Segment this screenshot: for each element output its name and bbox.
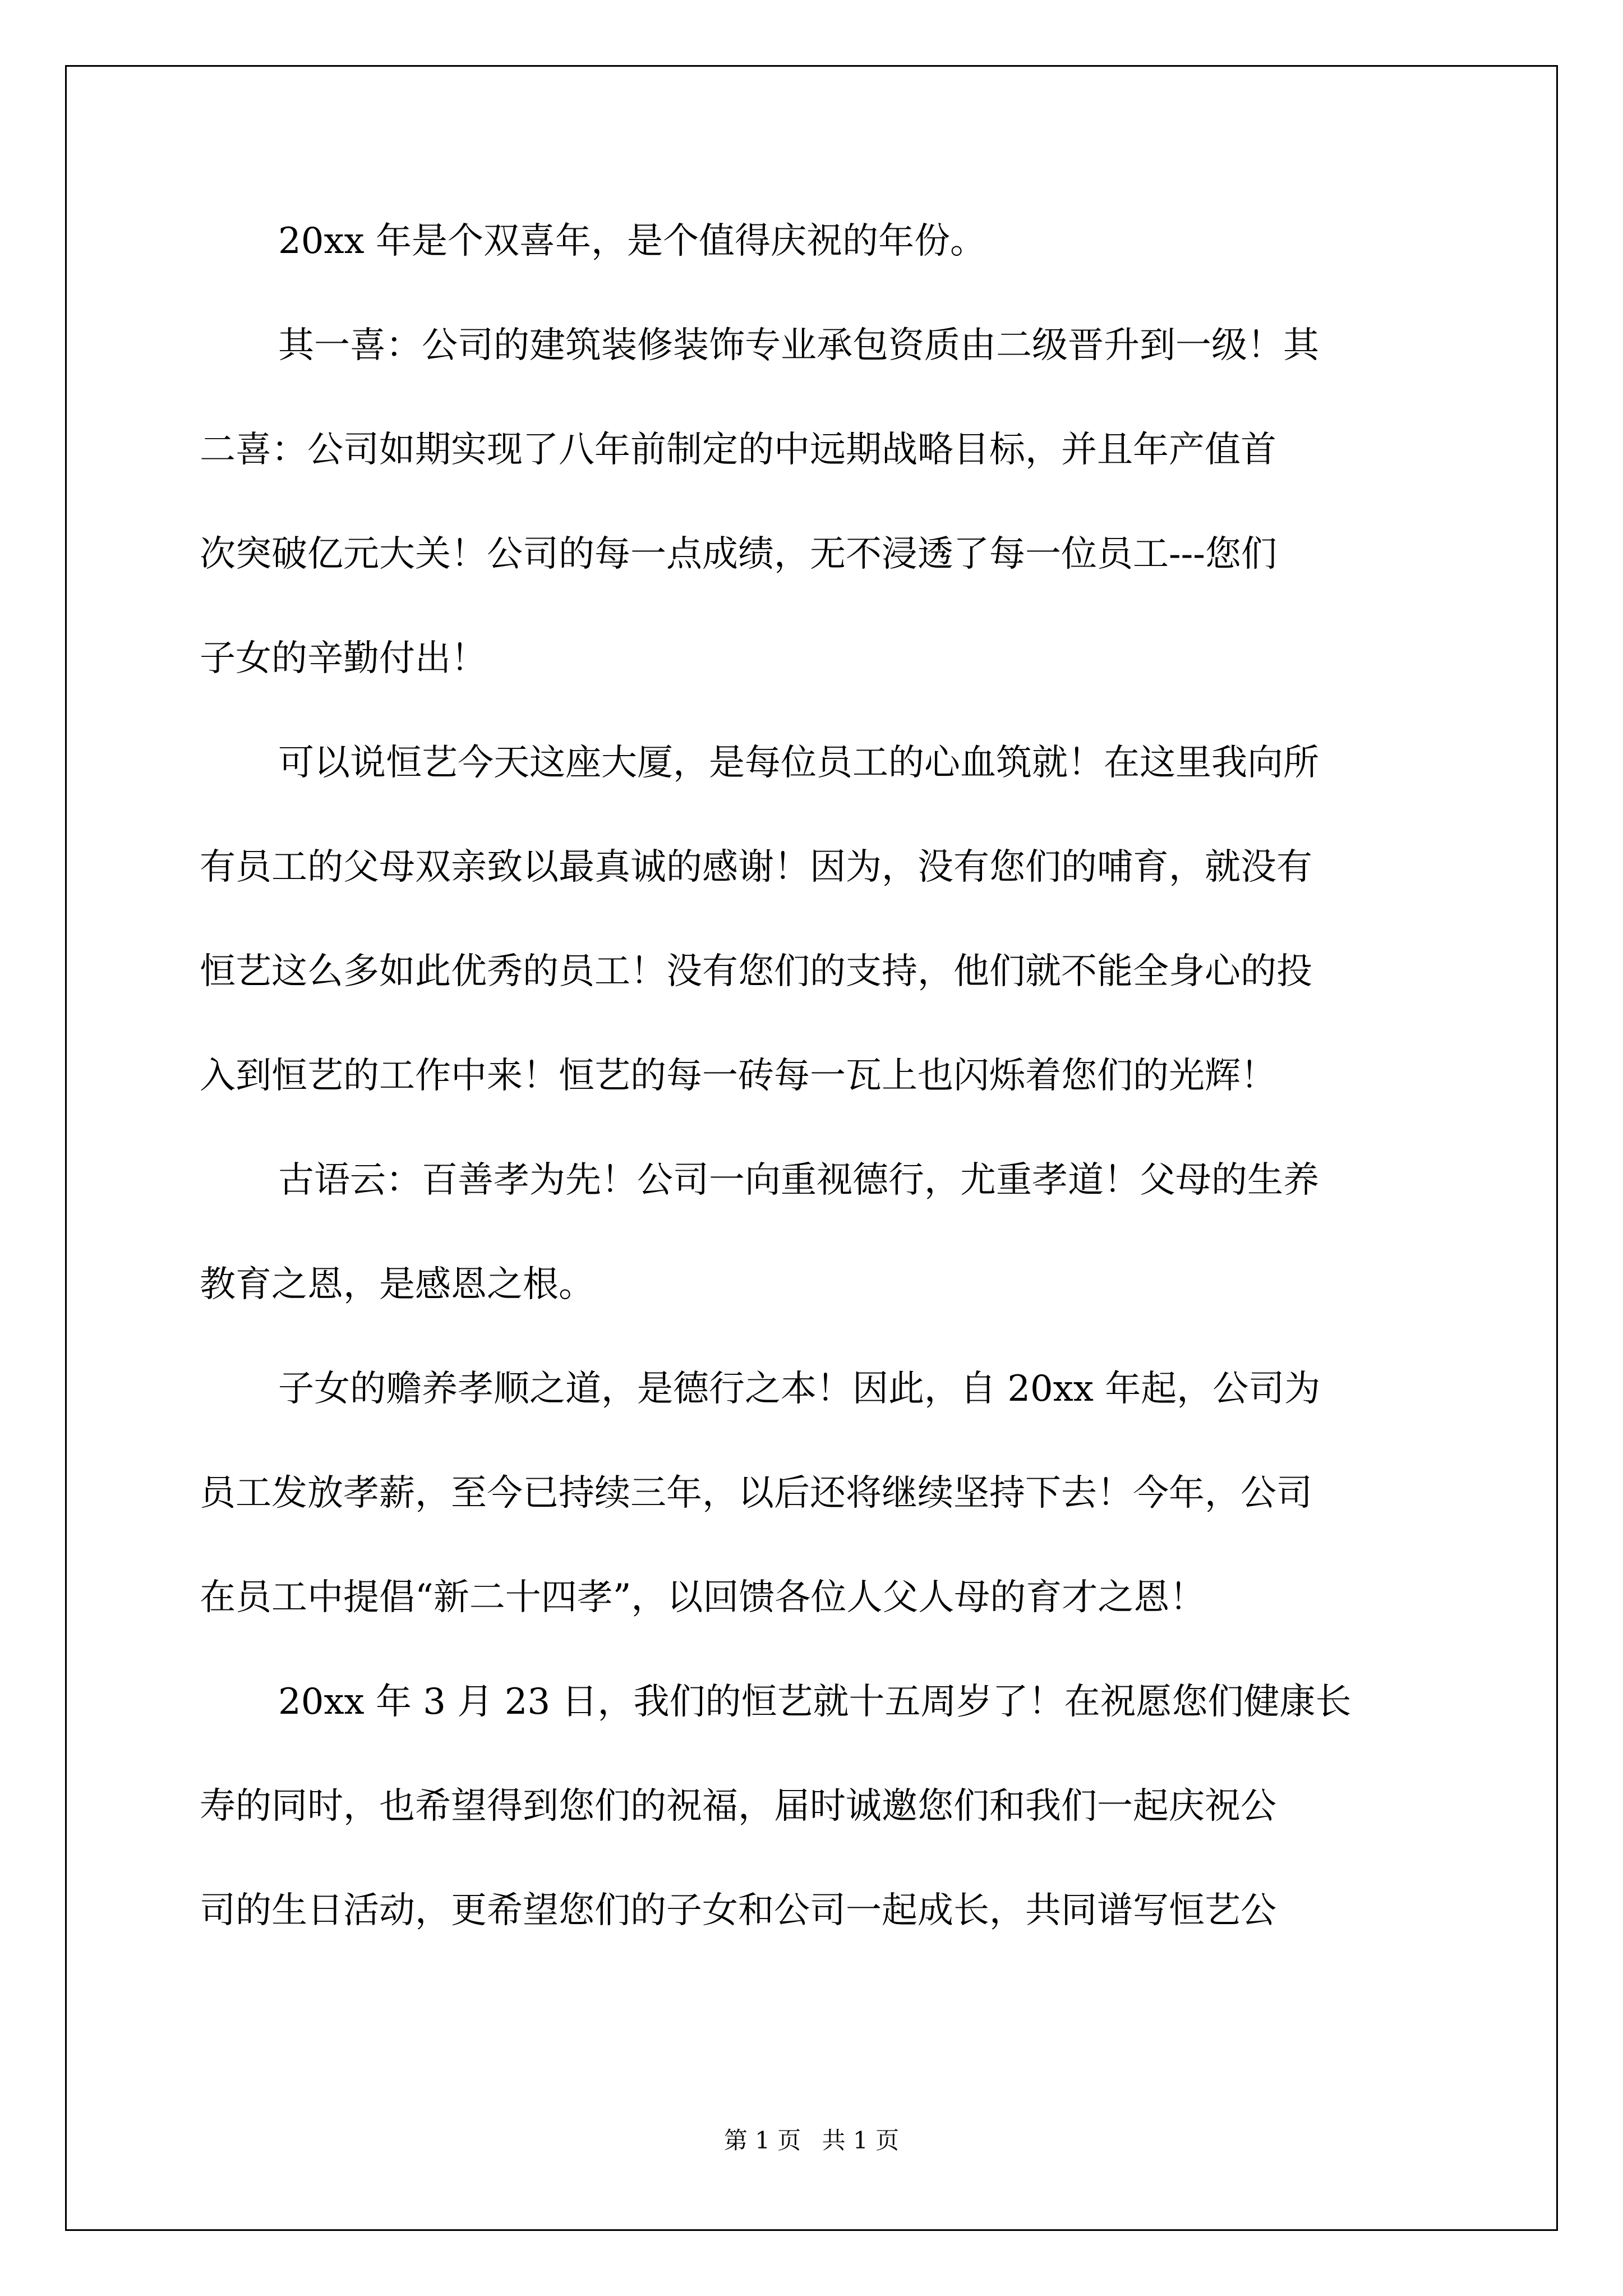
- paragraph-5-line-2: 员工发放孝薪，至今已持续三年，以后还将继续坚持下去！今年，公司: [200, 1473, 1312, 1514]
- paragraph-6-line-3: 司的生日活动，更希望您们的子女和公司一起成长，共同谱写恒艺公: [200, 1890, 1276, 1931]
- paragraph-4-line-1: 古语云：百善孝为先！公司一向重视德行，尤重孝道！父母的生养: [278, 1159, 1319, 1201]
- paragraph-5-line-1: 子女的赡养孝顺之道，是德行之本！因此，自 20xx 年起，公司为: [278, 1368, 1321, 1410]
- page-footer: [0, 2122, 1623, 2156]
- paragraph-3-line-4: 入到恒艺的工作中来！恒艺的每一砖每一瓦上也闪烁着您们的光辉！: [200, 1055, 1276, 1097]
- page-number-current: 第 1 页: [723, 2127, 801, 2154]
- paragraph-6-line-2: 寿的同时，也希望得到您们的祝福，届时诚邀您们和我们一起庆祝公: [200, 1786, 1276, 1827]
- paragraph-2-line-2: 二喜：公司如期实现了八年前制定的中远期战略目标，并且年产值首: [200, 429, 1276, 471]
- paragraph-5-line-3: 在员工中提倡“新二十四孝”，以回馈各位人父人母的育才之恩！: [200, 1577, 1206, 1618]
- paragraph-1-line-1: 20xx 年是个双喜年，是个值得庆祝的年份。: [278, 220, 986, 262]
- paragraph-2-line-3: 次突破亿元大关！公司的每一点成绩，无不浸透了每一位员工---您们: [200, 533, 1277, 575]
- paragraph-2-line-1: 其一喜：公司的建筑装修装饰专业承包资质由二级晋升到一级！其: [278, 325, 1319, 366]
- page-number-total: 共 1 页: [822, 2127, 900, 2154]
- paragraph-6-line-1: 20xx 年 3 月 23 日，我们的恒艺就十五周岁了！在祝愿您们健康长: [278, 1681, 1352, 1723]
- paragraph-3-line-1: 可以说恒艺今天这座大厦，是每位员工的心血筑就！在这里我向所: [278, 742, 1319, 784]
- paragraph-2-line-4: 子女的辛勤付出！: [200, 638, 487, 679]
- paragraph-4-line-2: 教育之恩，是感恩之根。: [200, 1264, 594, 1305]
- paragraph-3-line-2: 有员工的父母双亲致以最真诚的感谢！因为，没有您们的哺育，就没有: [200, 846, 1312, 888]
- paragraph-3-line-3: 恒艺这么多如此优秀的员工！没有您们的支持，他们就不能全身心的投: [200, 951, 1312, 992]
